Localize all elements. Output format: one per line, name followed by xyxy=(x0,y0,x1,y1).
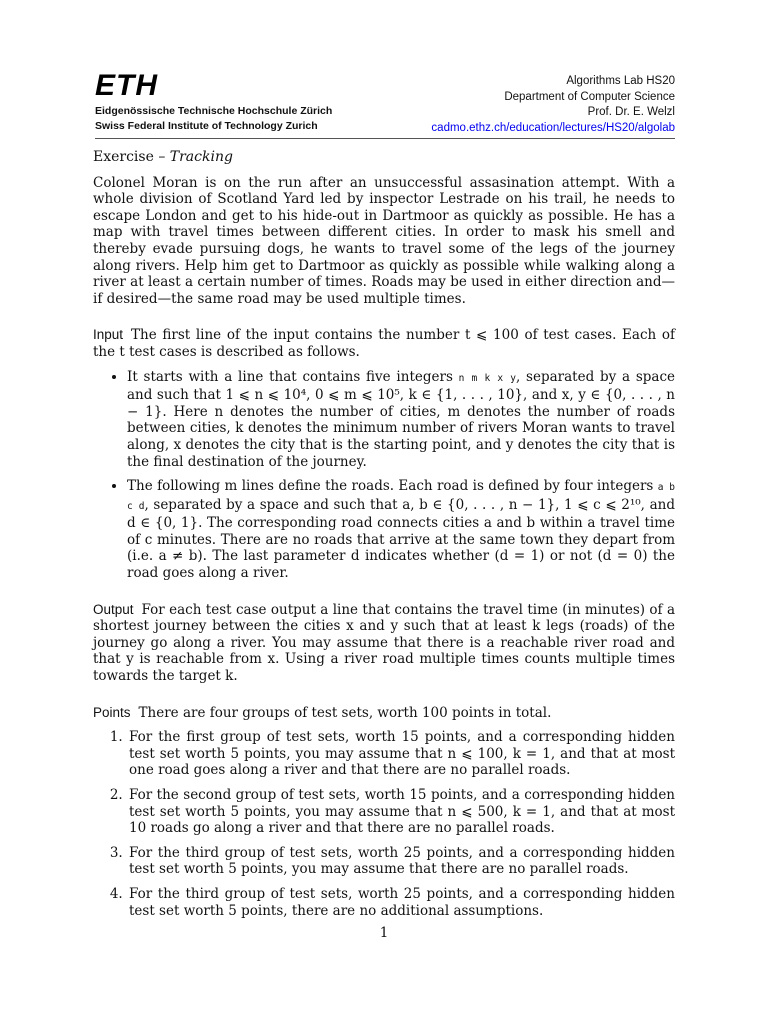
points-list xyxy=(93,729,675,919)
professor-name: Prof. Dr. E. Welzl xyxy=(587,106,675,118)
list-item xyxy=(127,478,675,582)
output-section xyxy=(93,602,675,685)
points-section xyxy=(93,705,675,920)
input-label: Input xyxy=(93,327,124,343)
exercise-title xyxy=(93,149,675,166)
course-url-link[interactable]: cadmo.ethz.ch/education/lectures/HS20/algolab xyxy=(431,121,675,134)
list-item: 3. For the third group of test sets, worth 25 points, and a corresponding hidden test set worth 5 points, you may assume that there are no parallel roads. xyxy=(127,845,675,878)
bullet-text: The following m lines define the roads. Each road is defined by four integers xyxy=(127,478,654,495)
exercise-title-name: Tracking xyxy=(169,149,233,165)
course-info xyxy=(431,74,675,136)
input-bullet-list xyxy=(93,369,675,582)
institution-english: Swiss Federal Institute of Technology Zurich xyxy=(95,120,318,132)
output-label: Output xyxy=(93,601,134,617)
inline-code: n m k x y xyxy=(458,372,516,384)
page-number: 1 xyxy=(379,925,389,941)
points-label: Points xyxy=(93,704,131,720)
bullet-text: , separated by a space and such that 1 ⩽ n ⩽ 10⁴, 0 ⩽ m ⩽ 10⁵, k ∈ {1, . . . , 10}, and x, y ∈ {0, . . . , n − 1}. Here n denotes the number of cities, m denotes the number of roads between cities, k denotes the minimum number of rivers Moran wants to travel along, x denotes the city that is the starting point, and y denotes the city that is the final destination of the journey. xyxy=(127,368,675,470)
list-item: 4. For the third group of test sets, worth 25 points, and a corresponding hidden test set worth 5 points, there are no additional assumptions. xyxy=(127,886,675,919)
exercise-body xyxy=(93,149,675,927)
inline-code: a b c d xyxy=(127,482,676,512)
input-first-line: The first line of the input contains the number t ⩽ 100 of test cases. Each of the t test cases is described as follows. xyxy=(93,327,675,360)
list-item xyxy=(127,369,675,471)
department-name: Department of Computer Science xyxy=(504,90,675,103)
output-text: For each test case output a line that contains the travel time (in minutes) of a shortest journey between the cities x and y such that at least k legs (roads) of the journey go along a river. You may assume that there is a reachable river road and that y is reachable from x. Using a river road multiple times counts multiple times towards the target k. xyxy=(93,601,675,685)
input-section xyxy=(93,327,675,581)
page-header xyxy=(95,69,675,134)
points-intro: There are four groups of test sets, worth 100 points in total. xyxy=(138,704,552,721)
eth-logo: ETH xyxy=(95,69,158,102)
exercise-intro: Colonel Moran is on the run after an unsuccessful assasination attempt. With a whole division of Scotland Yard led by inspector Lestrade on his trail, he needs to escape London and get to his hide-out in Dartmoor as quickly as possible. He has a map with travel times between different cities. In order to mask his smell and thereby evade pursuing dogs, he wants to travel some of the legs of the journey along rivers. Help him get to Dartmoor as quickly as possible while walking along a river at least a certain number of times. Roads may be used in either direction and—if desired—the same road may be used multiple times. xyxy=(93,174,675,307)
bullet-text: , separated by a space and such that a, b ∈ {0, . . . , n − 1}, 1 ⩽ c ⩽ 2¹⁰, and d ∈ {0, 1}. The corresponding road connects cities a and b within a travel time of c minutes. There are no roads that arrive at the same town they depart from (i.e. a ≠ b). The last parameter d indicates whether (d = 1) or not (d = 0) the road goes along a river. xyxy=(127,496,675,582)
header-divider xyxy=(95,138,675,139)
list-item: 1. For the first group of test sets, worth 15 points, and a corresponding hidden test set worth 5 points, you may assume that n ⩽ 100, k = 1, and that at most one road goes along a river and that there are no parallel roads. xyxy=(127,729,675,779)
course-name: Algorithms Lab HS20 xyxy=(566,75,675,87)
bullet-text: It starts with a line that contains five integers xyxy=(127,368,453,385)
exercise-title-prefix: Exercise – xyxy=(93,149,170,165)
institution-german: Eidgenössische Technische Hochschule Zürich xyxy=(95,105,333,117)
list-item: 2. For the second group of test sets, worth 15 points, and a corresponding hidden test set worth 5 points, you may assume that n ⩽ 500, k = 1, and that at most 10 roads go along a river and that there are no parallel roads. xyxy=(127,787,675,837)
